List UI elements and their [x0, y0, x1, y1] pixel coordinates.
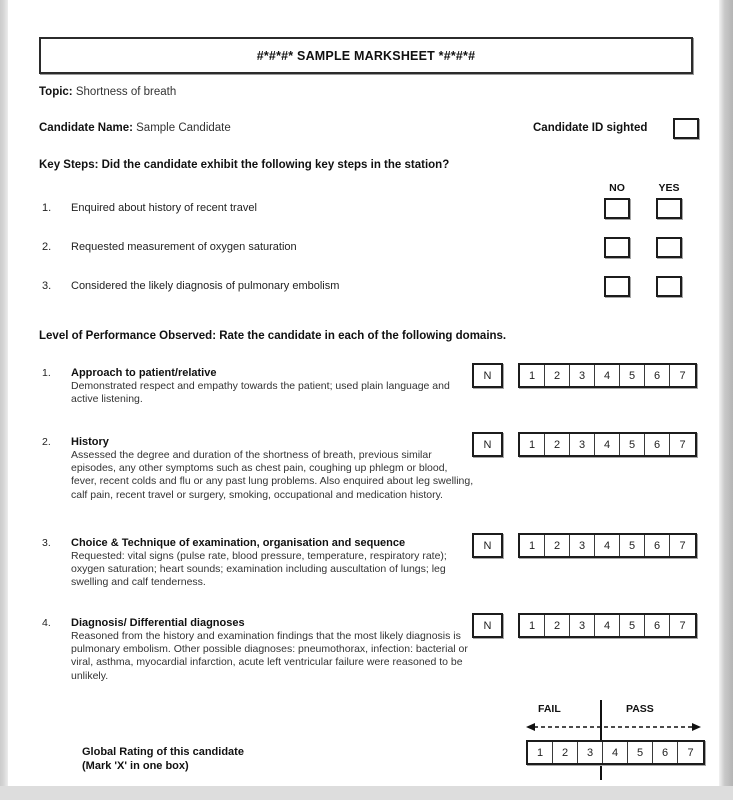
domain-1-rating-scale[interactable] [518, 363, 697, 388]
domain-description: Reasoned from the history and examination findings that the most likely diagnosis is pulmonary embolism. Other possible diagnoses: pneumothorax, infection: bacterial or viral, asthma, myocardial infarction, acute left ventricular failure were reasoned to be unlikely. [71, 630, 468, 682]
global-rating-cell[interactable]: 2 [553, 742, 578, 763]
key-step-2-no-checkbox[interactable] [604, 237, 630, 258]
candidate-name-value: Sample Candidate [136, 122, 231, 134]
rating-cell[interactable]: 3 [570, 365, 595, 386]
rating-cell[interactable]: 5 [620, 615, 645, 636]
domain-description: Requested: vital signs (pulse rate, blood pressure, temperature, respiratory rate); oxygen saturation; heart sounds; examination including auscultation of lungs; leg swelling and calf tenderness. [71, 550, 447, 589]
domain-4-rating-scale[interactable] [518, 613, 697, 638]
domain-title: History [71, 436, 109, 448]
page-title: #*#*#* SAMPLE MARKSHEET *#*#*# [256, 48, 476, 63]
fail-label: FAIL [538, 703, 561, 715]
candidate-name-row [39, 122, 231, 134]
rating-cell[interactable]: 3 [570, 434, 595, 455]
rating-cell[interactable]: 2 [545, 365, 570, 386]
topic-value: Shortness of breath [75, 86, 177, 98]
rating-cell[interactable]: 6 [645, 535, 670, 556]
domain-3-rating-scale[interactable] [518, 533, 697, 558]
domain-description: Assessed the degree and duration of the shortness of breath, previous similar episodes, any other symptoms such as chest pain, coughing up phlegm or blood, fever, recent colds and flu or any past lung problems. Also enquired about leg swelling, calf pain, recent travel or surgery, smoking, occupational and medication history. [71, 449, 474, 501]
title-banner [39, 37, 693, 74]
domain-2-n-box[interactable]: N [472, 432, 503, 457]
rating-cell[interactable]: 4 [595, 615, 620, 636]
rating-cell[interactable]: 7 [679, 619, 686, 632]
column-header-no: NO [609, 182, 625, 194]
rating-cell[interactable]: 6 [645, 434, 670, 455]
key-step-3-yes-checkbox[interactable] [656, 276, 682, 297]
page-right-gutter [719, 0, 733, 800]
domain-4-block [71, 616, 476, 683]
global-rating-cell[interactable]: 6 [653, 742, 678, 763]
rating-cell[interactable]: 4 [595, 535, 620, 556]
domain-description: Demonstrated respect and empathy towards the patient; used plain language and active listening. [71, 380, 450, 406]
pass-label: PASS [626, 703, 654, 715]
rating-cell[interactable]: 4 [595, 434, 620, 455]
key-steps-heading: Key Steps: Did the candidate exhibit the following key steps in the station? [39, 159, 450, 171]
rating-cell[interactable]: 3 [570, 615, 595, 636]
topic-label: Topic: [39, 86, 73, 98]
rating-cell[interactable]: 2 [545, 615, 570, 636]
key-step-text: Enquired about history of recent travel [71, 202, 257, 214]
global-rating-cell[interactable]: 4 [603, 742, 628, 763]
key-step-number: 2. [42, 241, 52, 253]
key-step-number: 3. [42, 280, 52, 292]
key-step-text: Requested measurement of oxygen saturation [71, 241, 297, 253]
rating-cell[interactable]: 2 [545, 535, 570, 556]
rating-cell[interactable]: 1 [520, 434, 545, 455]
domain-1-n-box[interactable]: N [472, 363, 503, 388]
rating-cell[interactable]: 7 [679, 539, 686, 552]
key-step-2-yes-checkbox[interactable] [656, 237, 682, 258]
domain-2-block [71, 435, 476, 502]
global-rating-caption [82, 745, 244, 773]
topic-row [39, 86, 176, 98]
domain-3-block [71, 536, 476, 590]
domain-title: Approach to patient/relative [71, 367, 217, 379]
global-rating-cell[interactable]: 7 [687, 746, 694, 759]
rating-cell[interactable]: 6 [645, 615, 670, 636]
domain-number: 3. [42, 537, 51, 549]
rating-cell[interactable]: 5 [620, 434, 645, 455]
rating-cell[interactable]: 1 [520, 365, 545, 386]
global-rating-line2: (Mark 'X' in one box) [82, 760, 189, 772]
global-rating-scale[interactable] [526, 740, 705, 765]
key-step-3-no-checkbox[interactable] [604, 276, 630, 297]
domain-3-n-box[interactable]: N [472, 533, 503, 558]
domain-title: Choice & Technique of examination, organisation and sequence [71, 537, 406, 549]
rating-cell[interactable]: 5 [620, 365, 645, 386]
rating-cell[interactable]: 1 [520, 615, 545, 636]
page-left-gutter [0, 0, 8, 800]
rating-cell[interactable]: 6 [645, 365, 670, 386]
marksheet-page [8, 0, 719, 786]
domain-number: 4. [42, 617, 51, 629]
domain-1-block [71, 366, 476, 406]
rating-cell[interactable]: 4 [595, 365, 620, 386]
domain-number: 2. [42, 436, 51, 448]
fail-pass-arrow-icon [526, 722, 701, 732]
key-step-1-yes-checkbox[interactable] [656, 198, 682, 219]
column-header-yes: YES [658, 182, 680, 194]
candidate-id-sighted-label: Candidate ID sighted [533, 122, 648, 134]
global-rating-cell[interactable]: 5 [628, 742, 653, 763]
domain-title: Diagnosis/ Differential diagnoses [71, 617, 245, 629]
rating-cell[interactable]: 1 [520, 535, 545, 556]
key-step-number: 1. [42, 202, 52, 214]
domain-4-n-box[interactable]: N [472, 613, 503, 638]
rating-cell[interactable]: 2 [545, 434, 570, 455]
global-rating-cell[interactable]: 3 [578, 742, 603, 763]
domain-number: 1. [42, 367, 51, 379]
global-rating-line1: Global Rating of this candidate [82, 746, 244, 758]
performance-heading: Level of Performance Observed: Rate the candidate in each of the following domains. [39, 330, 507, 342]
global-rating-cell[interactable]: 1 [528, 742, 553, 763]
rating-cell[interactable]: 3 [570, 535, 595, 556]
rating-cell[interactable]: 5 [620, 535, 645, 556]
candidate-name-label: Candidate Name: [39, 122, 133, 134]
page-bottom-gutter [0, 786, 733, 800]
key-step-1-no-checkbox[interactable] [604, 198, 630, 219]
rating-cell[interactable]: 7 [679, 438, 686, 451]
key-step-text: Considered the likely diagnosis of pulmonary embolism [71, 280, 340, 292]
candidate-id-sighted-checkbox[interactable] [673, 118, 699, 139]
domain-2-rating-scale[interactable] [518, 432, 697, 457]
rating-cell[interactable]: 7 [679, 369, 686, 382]
